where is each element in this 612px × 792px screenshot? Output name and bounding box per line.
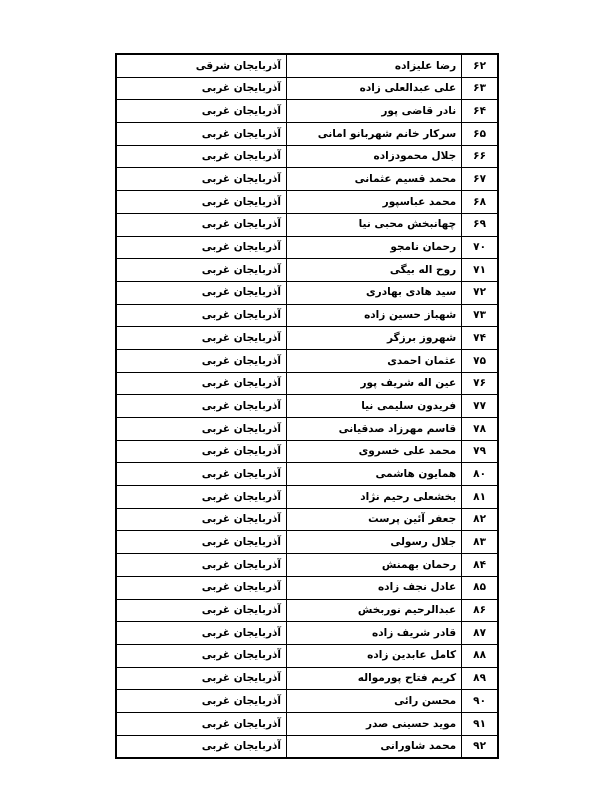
row-number: ۹۲ [462,735,498,758]
table-row [116,690,498,713]
table-row [116,599,498,622]
row-number: ۶۲ [462,54,498,77]
row-number: ۸۳ [462,531,498,554]
table-row [116,644,498,667]
person-name: محمد قسیم عثمانی [287,168,462,191]
row-number: ۷۳ [462,304,498,327]
row-number: ۷۱ [462,259,498,282]
person-name: محمد عباسپور [287,191,462,214]
person-name: نادر قاضی پور [287,100,462,123]
row-number: ۸۰ [462,463,498,486]
province-name: آذربایجان غربی [116,712,287,735]
row-number: ۶۵ [462,123,498,146]
province-name: آذربایجان غربی [116,667,287,690]
province-name: آذربایجان غربی [116,259,287,282]
person-name: سید هادی بهادری [287,281,462,304]
person-name: بخشعلی رحیم نژاد [287,486,462,509]
province-name: آذربایجان غربی [116,168,287,191]
person-name: عثمان احمدی [287,349,462,372]
table-row [116,100,498,123]
table-row [116,327,498,350]
names-table [115,53,499,759]
province-name: آذربایجان غربی [116,735,287,758]
person-name: جلال محمودزاده [287,145,462,168]
person-name: همایون هاشمی [287,463,462,486]
table-row [116,712,498,735]
row-number: ۷۰ [462,236,498,259]
row-number: ۶۴ [462,100,498,123]
person-name: چهانبخش محبی نیا [287,213,462,236]
province-name: آذربایجان غربی [116,213,287,236]
row-number: ۸۴ [462,554,498,577]
person-name: شهباز حسین زاده [287,304,462,327]
row-number: ۷۴ [462,327,498,350]
person-name: جعفر آئین پرست [287,508,462,531]
table-row [116,508,498,531]
province-name: آذربایجان غربی [116,395,287,418]
table-row [116,440,498,463]
person-name: روح اله بیگی [287,259,462,282]
table-row [116,54,498,77]
row-number: ۷۹ [462,440,498,463]
province-name: آذربایجان غربی [116,486,287,509]
table-row [116,304,498,327]
person-name: قاسم مهرزاد صدقیانی [287,418,462,441]
person-name: شهروز برزگر [287,327,462,350]
table-row [116,213,498,236]
document-table-wrapper [115,53,499,759]
row-number: ۷۶ [462,372,498,395]
province-name: آذربایجان غربی [116,622,287,645]
person-name: محسن رائی [287,690,462,713]
province-name: آذربایجان غربی [116,281,287,304]
province-name: آذربایجان غربی [116,304,287,327]
row-number: ۸۱ [462,486,498,509]
table-row [116,77,498,100]
province-name: آذربایجان غربی [116,440,287,463]
person-name: محمد شاورانی [287,735,462,758]
province-name: آذربایجان غربی [116,236,287,259]
row-number: ۸۸ [462,644,498,667]
row-number: ۷۲ [462,281,498,304]
province-name: آذربایجان غربی [116,644,287,667]
table-row [116,486,498,509]
row-number: ۶۶ [462,145,498,168]
person-name: عبدالرحیم نوربخش [287,599,462,622]
table-row [116,259,498,282]
table-row [116,145,498,168]
table-row [116,168,498,191]
row-number: ۸۲ [462,508,498,531]
person-name: عین اله شریف پور [287,372,462,395]
row-number: ۸۶ [462,599,498,622]
table-row [116,123,498,146]
province-name: آذربایجان غربی [116,145,287,168]
table-row [116,281,498,304]
person-name: عادل نجف زاده [287,576,462,599]
province-name: آذربایجان غربی [116,123,287,146]
table-row [116,576,498,599]
person-name: موید حسینی صدر [287,712,462,735]
person-name: رضا علیزاده [287,54,462,77]
province-name: آذربایجان شرقی [116,54,287,77]
province-name: آذربایجان غربی [116,599,287,622]
table-row [116,735,498,758]
row-number: ۸۹ [462,667,498,690]
table-row [116,418,498,441]
row-number: ۶۸ [462,191,498,214]
province-name: آذربایجان غربی [116,418,287,441]
table-row [116,236,498,259]
table-row [116,622,498,645]
row-number: ۶۳ [462,77,498,100]
table-row [116,531,498,554]
person-name: سرکار خانم شهربانو امانی [287,123,462,146]
row-number: ۶۹ [462,213,498,236]
table-row [116,395,498,418]
table-row [116,554,498,577]
table-body [116,54,498,758]
province-name: آذربایجان غربی [116,463,287,486]
row-number: ۹۰ [462,690,498,713]
table-row [116,463,498,486]
row-number: ۸۵ [462,576,498,599]
province-name: آذربایجان غربی [116,554,287,577]
person-name: جلال رسولی [287,531,462,554]
person-name: کامل عابدین زاده [287,644,462,667]
table-row [116,349,498,372]
person-name: فریدون سلیمی نیا [287,395,462,418]
person-name: محمد علی خسروی [287,440,462,463]
row-number: ۸۷ [462,622,498,645]
province-name: آذربایجان غربی [116,327,287,350]
province-name: آذربایجان غربی [116,349,287,372]
province-name: آذربایجان غربی [116,77,287,100]
row-number: ۷۵ [462,349,498,372]
province-name: آذربایجان غربی [116,508,287,531]
row-number: ۷۸ [462,418,498,441]
person-name: رحمان بهمنش [287,554,462,577]
row-number: ۷۷ [462,395,498,418]
table-row [116,667,498,690]
province-name: آذربایجان غربی [116,690,287,713]
person-name: علی عبدالعلی زاده [287,77,462,100]
province-name: آذربایجان غربی [116,372,287,395]
province-name: آذربایجان غربی [116,191,287,214]
province-name: آذربایجان غربی [116,100,287,123]
province-name: آذربایجان غربی [116,531,287,554]
person-name: قادر شریف زاده [287,622,462,645]
table-row [116,191,498,214]
table-row [116,372,498,395]
row-number: ۶۷ [462,168,498,191]
person-name: رحمان نامجو [287,236,462,259]
province-name: آذربایجان غربی [116,576,287,599]
person-name: کریم فتاح پورمواله [287,667,462,690]
row-number: ۹۱ [462,712,498,735]
